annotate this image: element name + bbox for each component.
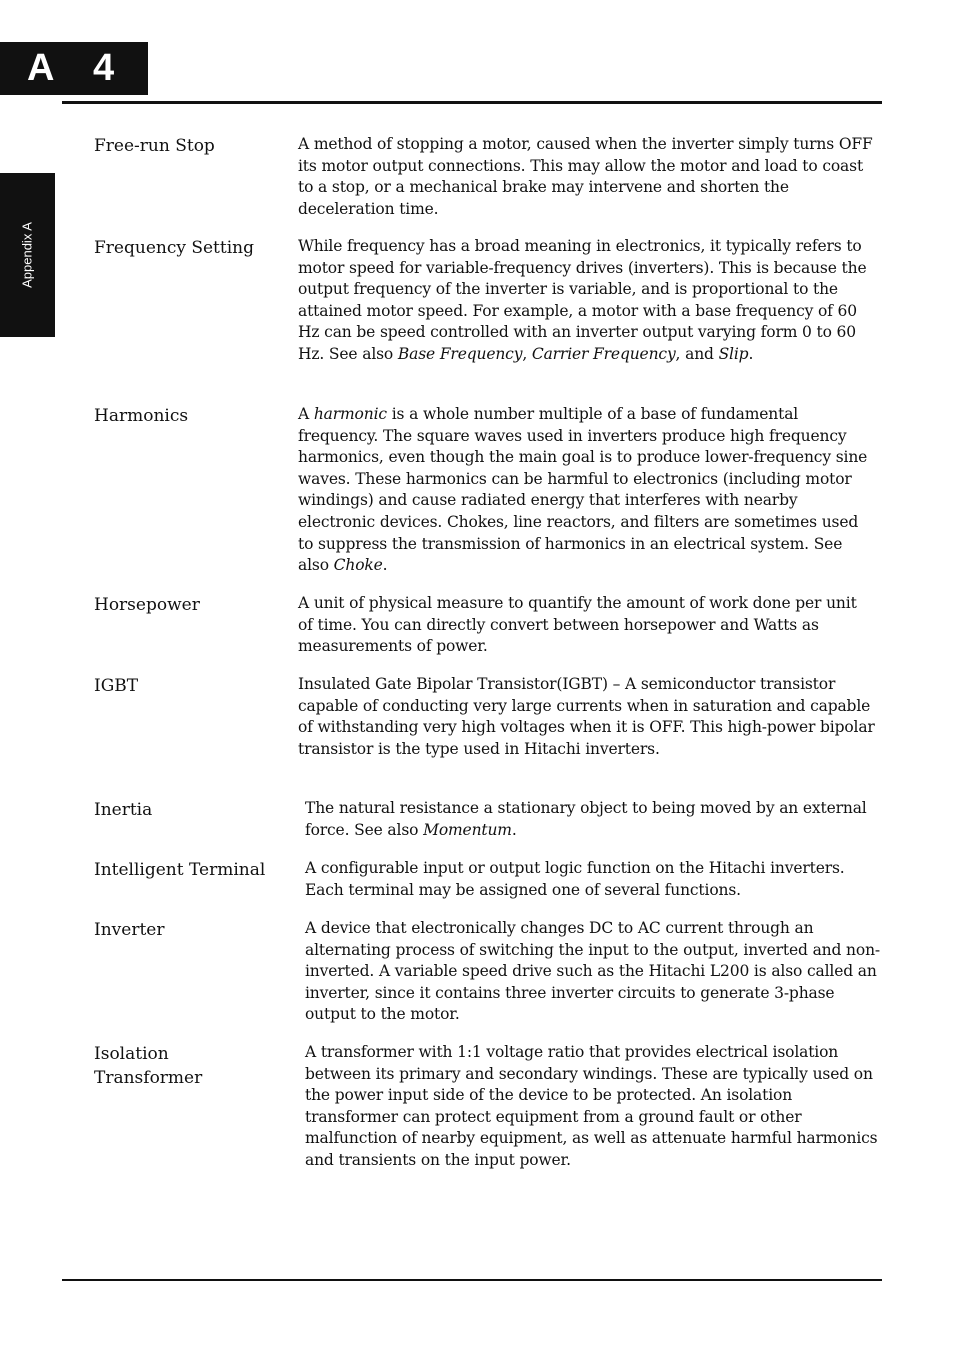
definition-text: A device that electronically changes DC to AC current through an alternating process of switching the input to the output, inverted and non-inverted. A variable speed drive such as the Hitachi L200 is also called an inverter, since it contains three inverter circuits to generate 3-phase output to the motor. (305, 919, 880, 1024)
glossary-term: Isolation Transformer (94, 1044, 203, 1088)
definition-text: A configurable input or output logic function on the Hitachi inverters. Each terminal may be assigned one of several functions. (305, 859, 845, 899)
definition-italic-ref: Slip (718, 344, 749, 363)
definition-text: , (522, 344, 532, 363)
definition-text: While frequency has a broad meaning in electronics, it typically refers to motor speed for variable-frequency drives (inverters). This is because the output frequency of the inverter is variable, and is proportional to the attained motor speed. For example, a motor with a base frequency of 60 Hz can be speed controlled with an inverter output varying form 0 to 60 Hz. See also (298, 237, 867, 363)
appendix-page-tab (0, 42, 148, 95)
definition-text: The natural resistance a stationary object to being moved by an external force. See also (305, 799, 867, 839)
definition-italic-ref: harmonic (313, 405, 387, 423)
glossary-term: Intelligent Terminal (94, 860, 266, 880)
glossary-definition (305, 798, 883, 841)
glossary-definition (305, 1042, 883, 1172)
glossary-definition (298, 404, 876, 577)
definition-text: . (382, 556, 388, 575)
glossary-definition (298, 134, 876, 220)
side-tab-label: Appendix A (19, 222, 35, 288)
footer-rule (62, 1279, 882, 1281)
glossary-definition (298, 674, 876, 760)
glossary-term: Harmonics (94, 406, 189, 426)
page-number: 4 (93, 47, 115, 89)
definition-italic-ref: Choke (333, 556, 383, 575)
glossary-definition (305, 858, 883, 901)
glossary-definition (298, 593, 876, 658)
glossary-term: Inertia (94, 800, 153, 820)
glossary-term: IGBT (94, 676, 139, 696)
definition-italic-ref: Base Frequency (397, 344, 523, 363)
glossary-term: Free-run Stop (94, 136, 215, 156)
definition-italic-ref: Carrier Frequency (531, 344, 676, 363)
glossary-definition (305, 918, 883, 1026)
definition-text: A method of stopping a motor, caused when the inverter simply turns OFF its motor output connections. This may allow the motor and load to coast to a stop, or a mechanical brake may intervene and shorten the deceleration time. (298, 135, 873, 218)
side-tab (0, 173, 55, 337)
definition-text: . (511, 820, 517, 839)
definition-text: Insulated Gate Bipolar Transistor(IGBT) – A semiconductor transistor capable of conducting very large currents when in saturation and capable of withstanding very high voltages when it is OFF. This high-power bipolar transistor is the type used in Hitachi inverters. (298, 675, 875, 758)
definition-text: A unit of physical measure to quantify the amount of work done per unit of time. You can directly convert between horsepower and Watts as measurements of power. (298, 594, 857, 656)
header-rule (62, 101, 882, 104)
glossary-term: Frequency Setting (94, 238, 254, 258)
definition-text: . (748, 344, 754, 363)
definition-text: , and (675, 344, 719, 363)
appendix-letter: A (27, 47, 55, 89)
glossary-term: Horsepower (94, 595, 200, 615)
definition-text: is a whole number multiple of a base of fundamental frequency. The square waves used in inverters produce high frequency harmonics, even though the main goal is to produce lower-frequency sine waves. These harmonics can be harmful to electronics (including motor windings) and cause radiated energy that interferes with nearby electronic devices. Chokes, line reactors, and filters are sometimes used to suppress the transmission of harmonics in an electrical system. See also (298, 405, 868, 575)
glossary-definition (298, 236, 876, 366)
definition-italic-ref: Momentum (423, 820, 512, 839)
definition-text: A transformer with 1:1 voltage ratio that provides electrical isolation between its primary and secondary windings. These are typically used on the power input side of the device to be protected. An isolation transformer can protect equipment from a ground fault or other malfunction of nearby equipment, as well as attenuate harmful harmonics and transients on the input power. (305, 1043, 878, 1169)
definition-text: A (298, 405, 314, 423)
glossary-term: Inverter (94, 920, 165, 940)
